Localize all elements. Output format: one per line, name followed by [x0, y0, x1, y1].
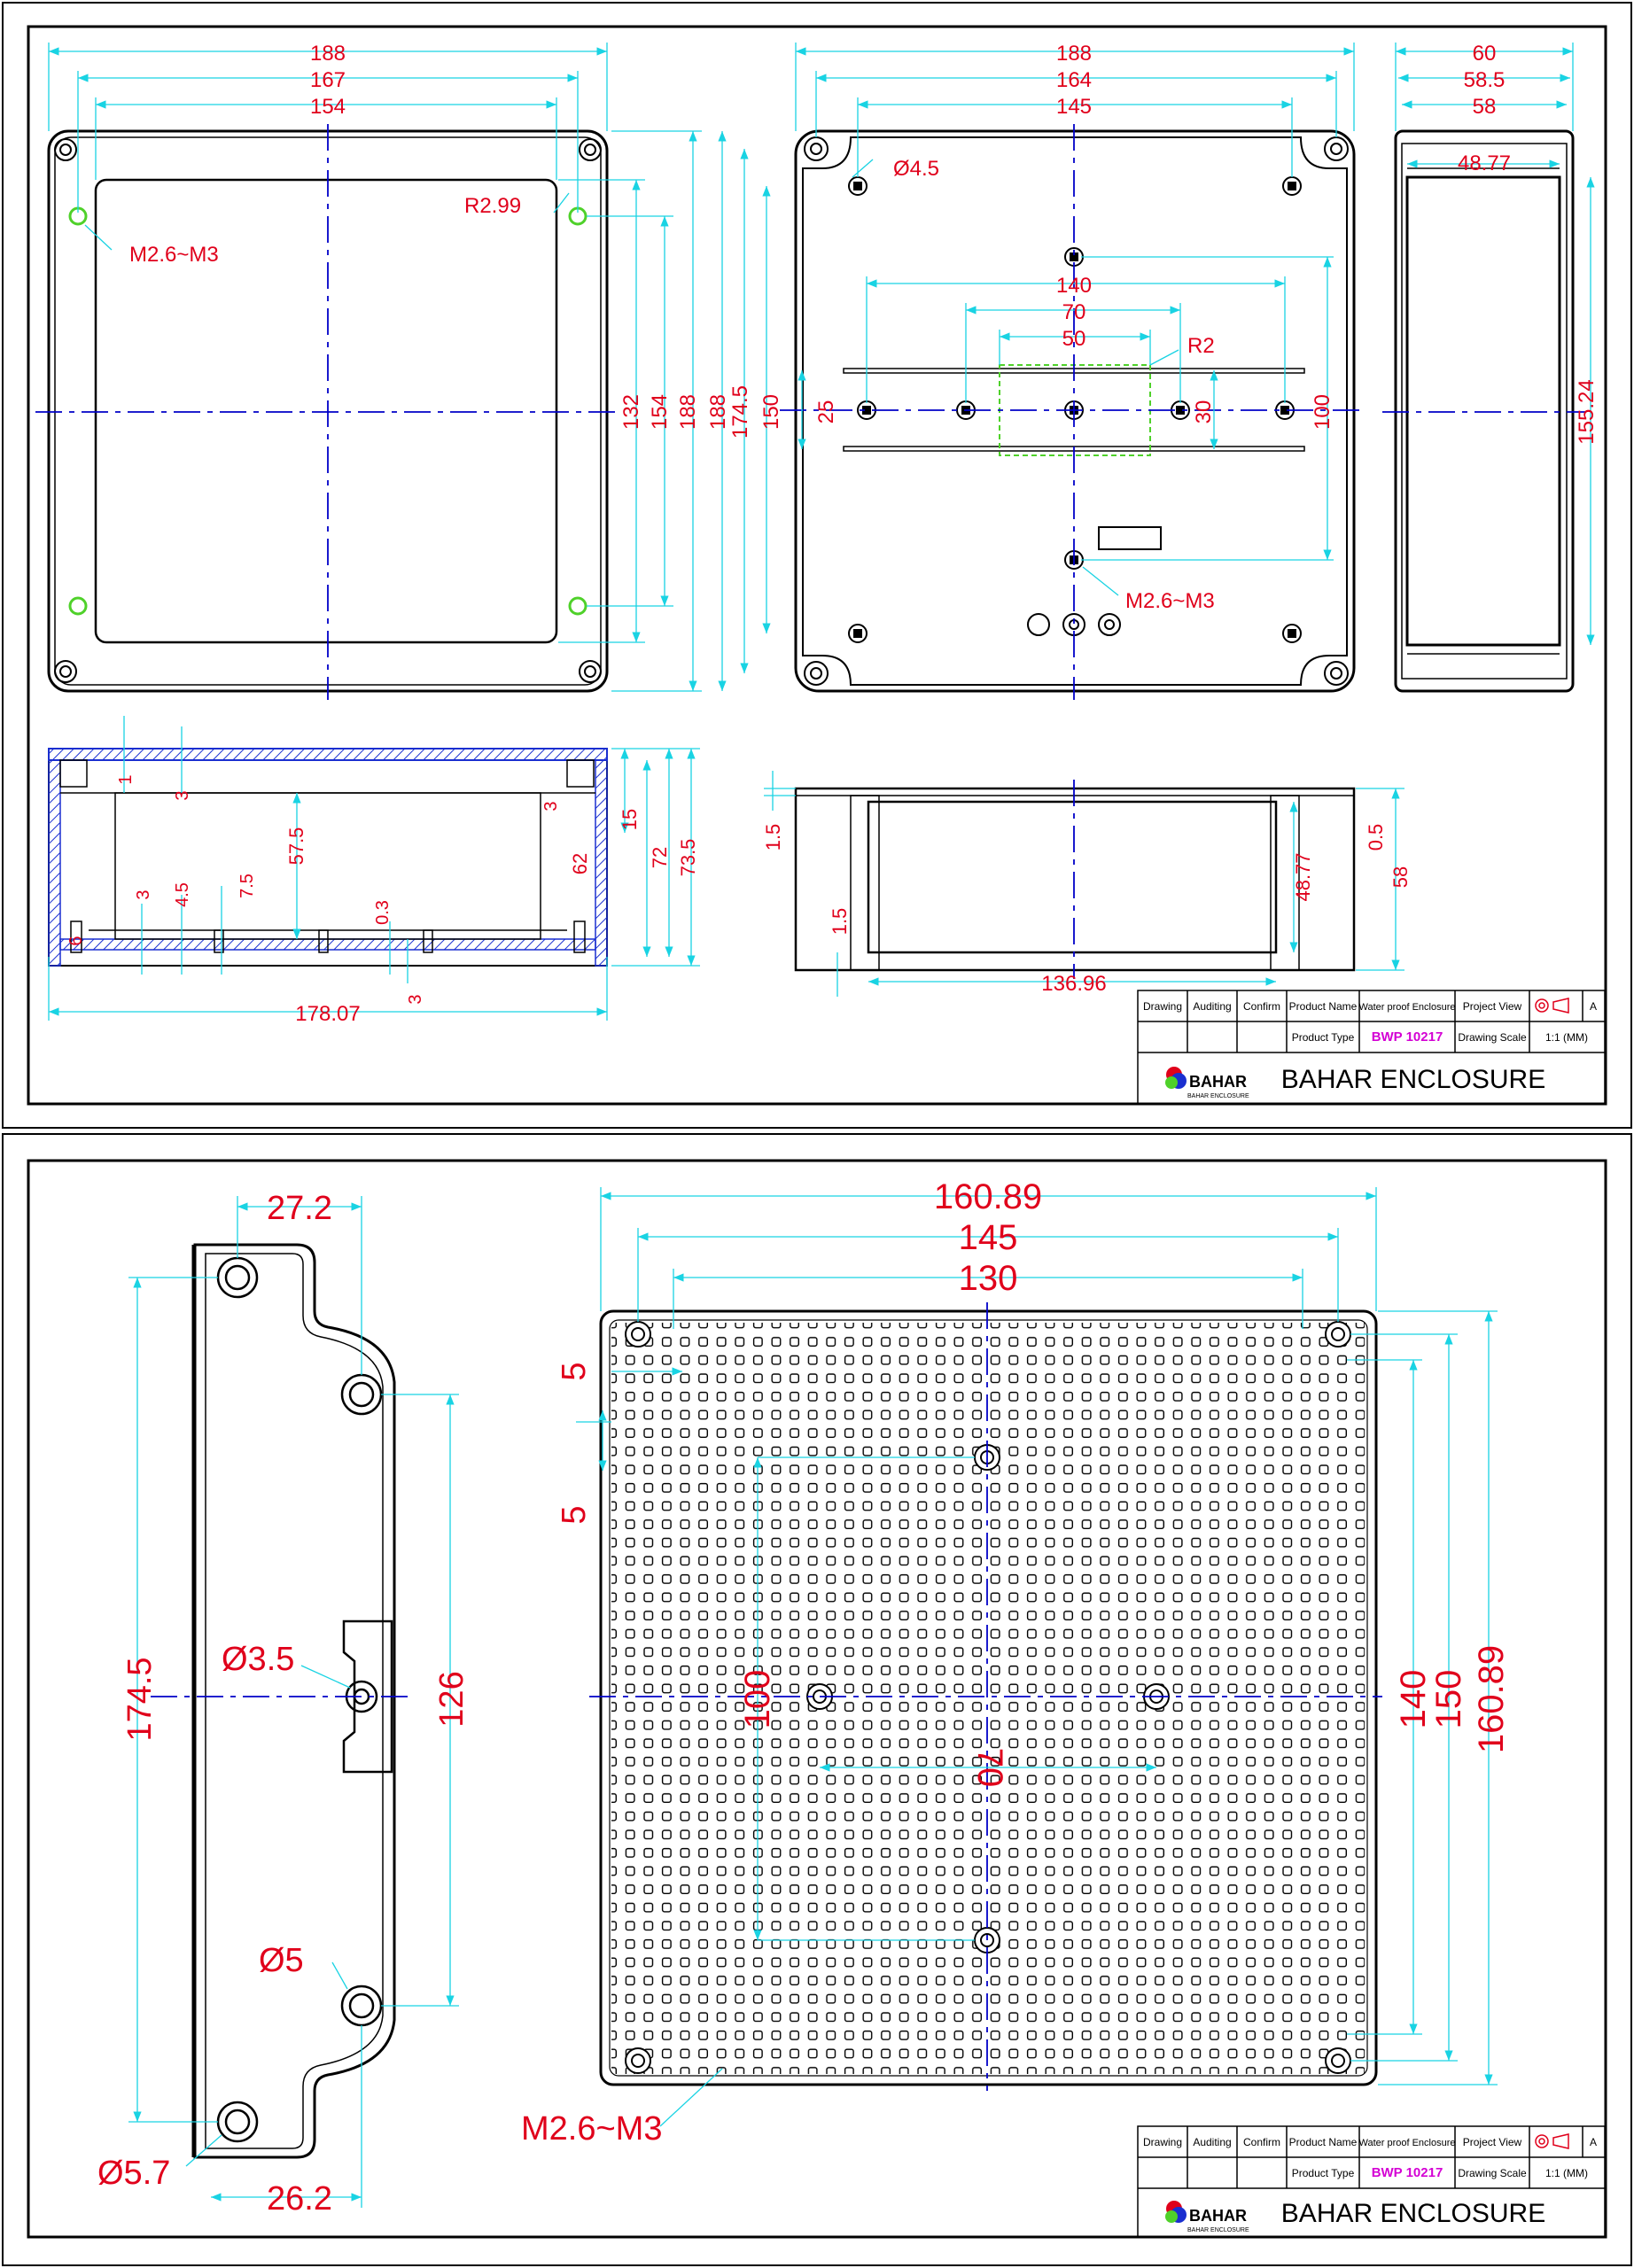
- tb2-company-name: BAHAR ENCLOSURE: [1280, 2199, 1546, 2228]
- dim-elev-1-5a: 1.5: [762, 823, 784, 851]
- dim-side-58: 58: [1472, 95, 1497, 119]
- dim-base-50: 50: [1062, 327, 1086, 351]
- dim-base-25: 25: [814, 400, 838, 424]
- dim-profile-27-2: 27.2: [267, 1190, 332, 1227]
- tb2-confirm-label: Confirm: [1242, 2136, 1281, 2148]
- tb1-scale-label: Drawing Scale: [1458, 1031, 1527, 1044]
- section-view: [49, 716, 700, 1026]
- tb1-company-name: BAHAR ENCLOSURE: [1280, 1065, 1546, 1094]
- dim-plate-140: 140: [1394, 1669, 1433, 1729]
- dim-base-width-188: 188: [1055, 42, 1093, 66]
- dim-section-6: 6: [66, 936, 86, 946]
- dim-front-width-188: 188: [309, 42, 346, 66]
- dim-section-7-5: 7.5: [237, 874, 257, 898]
- dim-elev-58: 58: [1389, 866, 1412, 889]
- dim-base-width-145: 145: [1055, 95, 1093, 119]
- tb1-product-type-label: Product Type: [1291, 1031, 1355, 1044]
- dim-base-30: 30: [1192, 400, 1216, 424]
- dim-section-73-5: 73.5: [677, 838, 699, 877]
- dim-plate-70: 70: [970, 1747, 1009, 1788]
- tb2-product-name-label: Product Name: [1288, 2136, 1358, 2148]
- dim-base-width-164: 164: [1055, 68, 1093, 92]
- tb1-company-logo: [1165, 1067, 1249, 1099]
- dim-base-70: 70: [1062, 300, 1086, 324]
- dim-plate-insert: M2.6~M3: [521, 2110, 663, 2148]
- tb1-projection-symbol-icon: [1536, 998, 1568, 1013]
- tb2-projection-symbol-icon: [1536, 2134, 1568, 2148]
- dim-section-15: 15: [619, 808, 641, 831]
- tb2-product-name: Water proof Enclosure: [1358, 2138, 1456, 2148]
- dim-section-3c: 3: [134, 889, 153, 900]
- tb1-confirm-label: Confirm: [1242, 1000, 1281, 1013]
- dim-plate-100: 100: [738, 1669, 777, 1729]
- dim-front-height-154: 154: [648, 393, 672, 431]
- dim-front-radius: R2.99: [464, 194, 522, 218]
- dim-side-48-77: 48.77: [1457, 151, 1512, 175]
- dim-profile-126: 126: [433, 1671, 471, 1728]
- title-block-2: [1138, 2126, 1605, 2237]
- dim-plate-160-89-width: 160.89: [933, 1177, 1043, 1216]
- tb2-scale-label: Drawing Scale: [1458, 2167, 1527, 2179]
- dim-base-m: M2.6~M3: [1125, 589, 1215, 613]
- tb1-size: A: [1589, 1000, 1598, 1013]
- tb2-auditing-label: Auditing: [1193, 2136, 1232, 2148]
- tb1-scale: 1:1 (MM): [1545, 1031, 1588, 1044]
- dim-base-height-188: 188: [706, 393, 730, 431]
- tb2-size: A: [1589, 2136, 1598, 2148]
- dim-section-3d: 3: [406, 994, 425, 1005]
- dim-plate-pitch-5a: 5: [556, 1362, 593, 1381]
- dim-section-57-5: 57.5: [285, 827, 307, 866]
- tb1-product-type: BWP 10217: [1371, 1029, 1443, 1045]
- tb2-scale: 1:1 (MM): [1545, 2167, 1588, 2179]
- dim-base-hole: Ø4.5: [893, 157, 940, 181]
- dim-base-100: 100: [1311, 393, 1334, 431]
- dim-section-0-3: 0.3: [373, 900, 393, 925]
- dim-section-62: 62: [569, 852, 591, 875]
- dim-elev-1-5b: 1.5: [829, 907, 851, 936]
- dim-plate-pitch-5b: 5: [556, 1505, 593, 1525]
- dim-front-height-132: 132: [619, 393, 643, 431]
- dim-plate-160-89-height: 160.89: [1472, 1644, 1511, 1754]
- dim-section-4-5: 4.5: [173, 882, 192, 907]
- dim-base-height-174: 174.5: [728, 384, 752, 439]
- dim-plate-145: 145: [958, 1218, 1018, 1257]
- dim-front-width-167: 167: [309, 68, 346, 92]
- dim-plate-150: 150: [1429, 1669, 1468, 1729]
- svg-text:BAHAR ENCLOSURE: BAHAR ENCLOSURE: [1187, 2227, 1249, 2233]
- dim-section-72: 72: [649, 846, 671, 869]
- dim-elev-0-5: 0.5: [1365, 823, 1387, 851]
- tb2-drawing-label: Drawing: [1142, 2136, 1183, 2148]
- dim-profile-26-2: 26.2: [267, 2180, 332, 2218]
- sheet-1-outer-border: [3, 3, 1631, 1128]
- tb2-project-view-label: Project View: [1462, 2136, 1522, 2148]
- tb1-project-view-label: Project View: [1462, 1000, 1522, 1013]
- dim-elev-136-96: 136.96: [1041, 972, 1107, 996]
- tb1-auditing-label: Auditing: [1193, 1000, 1232, 1013]
- dim-profile-d5-7: Ø5.7: [97, 2155, 171, 2192]
- dim-front-height-188: 188: [676, 393, 700, 431]
- tb1-product-name: Water proof Enclosure: [1358, 1002, 1456, 1013]
- svg-text:BAHAR: BAHAR: [1189, 1073, 1247, 1091]
- dim-section-178-07: 178.07: [295, 1002, 361, 1026]
- dim-section-3b: 3: [541, 801, 561, 812]
- title-block-1: [1138, 990, 1605, 1104]
- dim-section-1: 1: [116, 774, 136, 785]
- tb2-product-type: BWP 10217: [1371, 2165, 1443, 2180]
- elevation-view: [762, 771, 1412, 997]
- dim-base-r2: R2: [1187, 334, 1215, 358]
- dim-front-insert: M2.6~M3: [129, 243, 219, 267]
- mounting-plate-view: [521, 1177, 1511, 2148]
- dim-side-60: 60: [1472, 42, 1497, 66]
- dim-side-58-5: 58.5: [1463, 68, 1506, 92]
- svg-text:BAHAR ENCLOSURE: BAHAR ENCLOSURE: [1187, 1093, 1249, 1099]
- dim-base-height-150: 150: [759, 393, 783, 431]
- dim-elev-48-77: 48.77: [1292, 852, 1314, 902]
- svg-text:BAHAR: BAHAR: [1189, 2207, 1247, 2225]
- bracket-profile-view: [97, 1190, 471, 2218]
- front-view: [35, 42, 702, 700]
- dim-profile-d3-5: Ø3.5: [222, 1641, 295, 1678]
- dim-profile-174-5: 174.5: [121, 1657, 159, 1742]
- dim-plate-130: 130: [958, 1259, 1018, 1298]
- tb2-company-logo: [1165, 2201, 1249, 2233]
- tb1-product-name-label: Product Name: [1288, 1000, 1358, 1013]
- tb1-drawing-label: Drawing: [1142, 1000, 1183, 1013]
- tb2-product-type-label: Product Type: [1291, 2167, 1355, 2179]
- base-view: [706, 42, 1365, 700]
- dim-profile-d5: Ø5: [259, 1942, 304, 1979]
- side-view: [1382, 42, 1599, 691]
- plate-hole-grid: [611, 1323, 1365, 2074]
- dim-section-3a: 3: [173, 790, 192, 801]
- dim-base-140: 140: [1055, 274, 1093, 298]
- dim-side-155-24: 155.24: [1575, 379, 1599, 445]
- dim-front-width-154: 154: [309, 95, 346, 119]
